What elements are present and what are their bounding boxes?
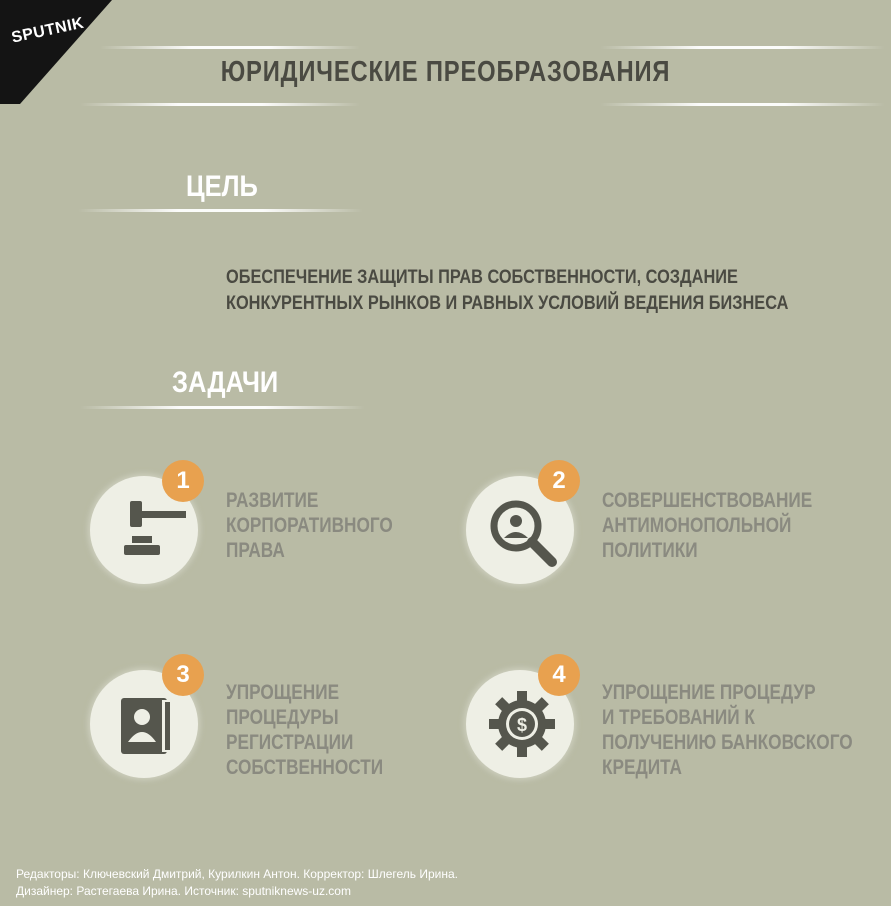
svg-text:$: $ <box>516 715 528 735</box>
task-label: РАЗВИТИЕ КОРПОРАТИВНОГО ПРАВА <box>226 489 393 562</box>
task-number-badge: 2 <box>538 460 580 502</box>
task-number-badge: 3 <box>162 654 204 696</box>
title-rule-top-left <box>100 46 360 49</box>
logo-triangle-icon <box>0 0 112 106</box>
task-label: СОВЕРШЕНСТВОВАНИЕ АНТИМОНОПОЛЬНОЙ ПОЛИТИКИ <box>602 489 813 562</box>
goal-line: КОНКУРЕНТНЫХ РЫНКОВ И РАВНЫХ УСЛОВИЙ ВЕДЕНИЯ БИЗНЕСА <box>226 293 789 314</box>
goal-line: ОБЕСПЕЧЕНИЕ ЗАЩИТЫ ПРАВ СОБСТВЕННОСТИ, СОЗДАНИЕ <box>226 267 738 288</box>
task-label: УПРОЩЕНИЕ ПРОЦЕДУРЫ РЕГИСТРАЦИИ СОБСТВЕННОСТИ <box>226 681 384 779</box>
goal-text <box>226 265 789 317</box>
page-title: ЮРИДИЧЕСКИЕ ПРЕОБРАЗОВАНИЯ <box>220 56 671 88</box>
task-number-badge: 1 <box>162 460 204 502</box>
title-rule-top-right <box>600 46 885 49</box>
task-label: УПРОЩЕНИЕ ПРОЦЕДУР И ТРЕБОВАНИЙ К ПОЛУЧЕНИЮ БАНКОВСКОГО КРЕДИТА <box>602 681 853 779</box>
logo-text: SPUTNIK <box>10 14 86 47</box>
sputnik-logo <box>0 0 112 106</box>
tasks-heading-rule <box>80 406 365 409</box>
task-number-badge: 4 <box>538 654 580 696</box>
title-rule-bottom-left <box>80 103 360 106</box>
goal-heading-rule <box>78 209 363 212</box>
goal-heading: ЦЕЛЬ <box>186 170 258 203</box>
credits-line: Редакторы: Ключевский Дмитрий, Курилкин Антон. Корректор: Шлегель Ирина. <box>16 867 459 881</box>
credits-line: Дизайнер: Растегаева Ирина. Источник: sputniknews-uz.com <box>16 884 351 898</box>
tasks-heading: ЗАДАЧИ <box>172 366 279 399</box>
title-rule-bottom-right <box>600 103 885 106</box>
credits <box>16 866 458 900</box>
